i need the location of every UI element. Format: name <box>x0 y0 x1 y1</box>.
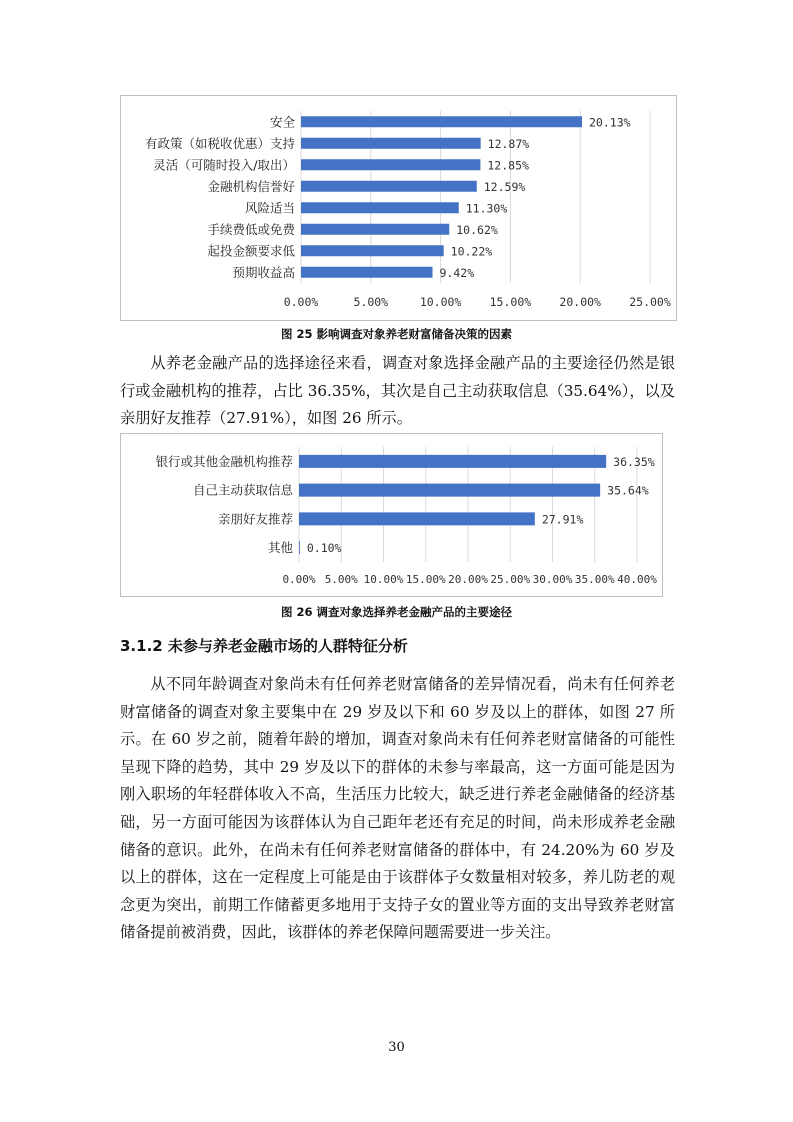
category-label: 自己主动获取信息 <box>192 482 293 498</box>
x-tick-label: 5.00% <box>353 295 389 309</box>
page-number: 30 <box>388 1040 405 1055</box>
data-label: 12.59% <box>483 179 526 194</box>
bar <box>301 181 477 192</box>
category-label: 手续费低或免费 <box>207 221 295 237</box>
category-label: 起投金额要求低 <box>207 243 295 259</box>
chart-channels-svg <box>121 434 662 596</box>
category-label: 金融机构信誉好 <box>207 178 295 194</box>
data-label: 10.22% <box>450 244 493 259</box>
category-label: 其他 <box>267 540 293 556</box>
data-label: 11.30% <box>465 201 508 216</box>
x-tick-label: 20.00% <box>559 295 601 309</box>
bar <box>301 245 444 256</box>
paragraph-channels-text: 从养老金融产品的选择途径来看，调查对象选择金融产品的主要途径仍然是银行或金融机构的推荐，占比 36.35%，其次是自己主动获取信息（35.64%），以及亲朋好友推荐（27.91%），如图 26 所示。 <box>120 354 675 428</box>
paragraph-nonparticipants-text: 从不同年龄调查对象尚未有任何养老财富储备的差异情况看，尚未有任何养老财富储备的调查对象主要集中在 29 岁及以下和 60 岁及以上的群体，如图 27 所示。在 60 岁之前，随着年龄的增加，调查对象尚未有任何养老财富储备的可能性呈现下降的趋势，其中 29 岁及以下的群体的未参与率最高，这一方面可能是因为刚入职场的年轻群体收入不高，生活压力比较大，缺乏进行养老金融储备的经济基础，另一方面可能因为该群体认为自己距年老还有充足的时间，尚未形成养老金融储备的意识。此外，在尚未有任何养老财富储备的群体中，有 24.20%为 60 岁及以上的群体，这在一定程度上可能是由于该群体子女数量相对较多，养儿防老的观念更为突出，前期工作储蓄更多地用于支持子女的置业等方面的支出导致养老财富储备提前被消费，因此，该群体的养老保障问题需要进一步关注。 <box>120 675 675 942</box>
data-label: 36.35% <box>613 454 655 469</box>
bar <box>301 116 582 127</box>
data-label: 27.91% <box>541 512 584 527</box>
x-tick-label: 0.00% <box>282 573 316 586</box>
x-tick-label: 5.00% <box>324 573 358 586</box>
x-tick-label: 25.00% <box>490 573 531 586</box>
x-tick-label: 15.00% <box>489 295 532 309</box>
bar <box>299 512 535 525</box>
x-tick-label: 15.00% <box>405 573 446 586</box>
figure-caption-25: 图 25 影响调查对象养老财富储备决策的因素 <box>280 327 512 341</box>
x-tick-label: 30.00% <box>532 573 573 586</box>
bar <box>299 541 300 554</box>
x-tick-label: 25.00% <box>629 295 671 309</box>
data-label: 12.87% <box>487 136 530 151</box>
bar <box>299 455 606 468</box>
bar <box>301 202 459 213</box>
chart-factors-svg <box>121 96 676 320</box>
x-tick-label: 10.00% <box>363 573 404 586</box>
paragraph-nonparticipants <box>120 671 675 947</box>
category-label: 风险适当 <box>244 200 295 216</box>
x-tick-label: 35.00% <box>574 573 615 586</box>
data-label: 10.62% <box>456 222 498 237</box>
bar <box>299 484 600 497</box>
category-label: 有政策（如税收优惠）支持 <box>144 135 295 151</box>
x-tick-label: 20.00% <box>448 573 488 586</box>
x-tick-label: 40.00% <box>617 573 657 586</box>
section-heading: 3.1.2 未参与养老金融市场的人群特征分析 <box>120 637 408 655</box>
category-label: 灵活（可随时投入/取出） <box>153 157 295 173</box>
figure-caption-26: 图 26 调查对象选择养老金融产品的主要途径 <box>280 605 512 619</box>
chart-channels <box>120 433 663 597</box>
data-label: 20.13% <box>589 115 631 130</box>
paragraph-channels <box>120 350 675 433</box>
category-label: 预期收益高 <box>232 264 295 280</box>
chart-factors <box>120 95 677 321</box>
category-label: 银行或其他金融机构推荐 <box>155 453 293 469</box>
x-tick-label: 10.00% <box>419 295 462 309</box>
category-label: 安全 <box>269 114 295 130</box>
bar <box>301 159 480 170</box>
data-label: 9.42% <box>439 265 475 280</box>
bar <box>301 138 481 149</box>
data-label: 35.64% <box>607 483 649 498</box>
category-label: 亲朋好友推荐 <box>217 511 293 527</box>
data-label: 12.85% <box>487 158 529 173</box>
bar <box>301 267 433 278</box>
x-tick-label: 0.00% <box>283 295 319 309</box>
bar <box>301 224 449 235</box>
data-label: 0.10% <box>306 541 342 556</box>
